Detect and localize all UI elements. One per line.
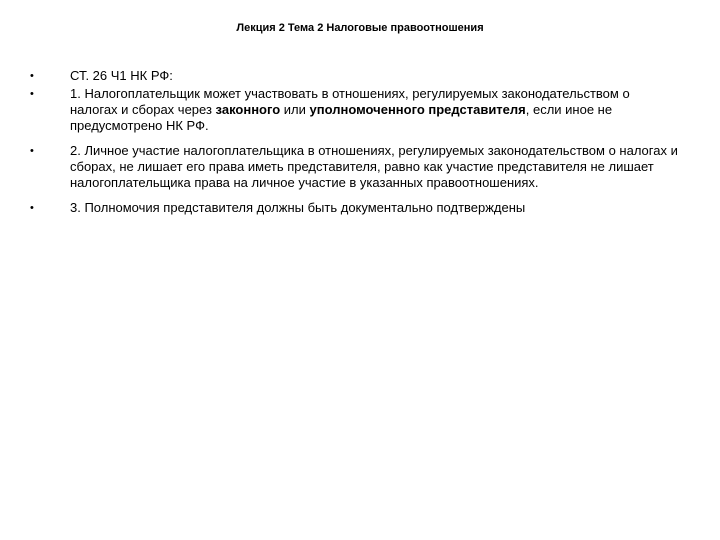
bullet-icon: • [30, 88, 34, 100]
list-item [30, 143, 680, 191]
bullet-list [30, 68, 680, 222]
list-item-text: 3. Полномочия представителя должны быть документально подтверждены [70, 200, 526, 215]
list-item [30, 200, 680, 216]
emphasis-text: уполномоченного представителя [309, 102, 526, 117]
bullet-icon: • [30, 202, 34, 214]
bullet-icon: • [30, 145, 34, 157]
list-item-text: 2. Личное участие налогоплательщика в отношениях, регулируемых законодательством о налогах и сборах, не лишает его права иметь представителя, равно как участие представителя не лишает налогоплательщика права на личное участие в указанных правоотношениях. [70, 143, 678, 190]
list-item-text: 1. Налогоплательщик может участвовать в отношениях, регулируемых законодательством о налогах и сборах через [70, 86, 630, 117]
list-item-text: СТ. 26 Ч1 НК РФ: [70, 68, 173, 83]
emphasis-text: законного [215, 102, 281, 117]
list-item [30, 86, 680, 134]
list-item [30, 68, 680, 84]
slide-title: Лекция 2 Тема 2 Налоговые правоотношения [236, 22, 484, 34]
list-item-text: , если иное не предусмотрено НК РФ. [70, 102, 613, 133]
bullet-icon: • [30, 70, 34, 82]
list-item-text: или [280, 102, 310, 117]
